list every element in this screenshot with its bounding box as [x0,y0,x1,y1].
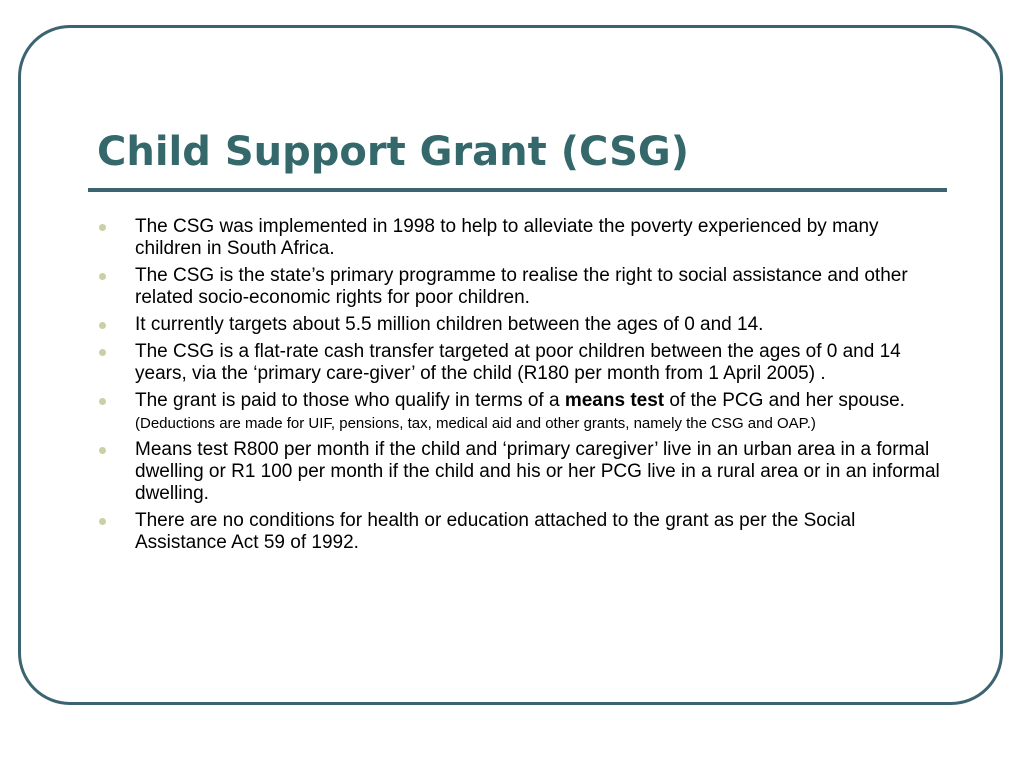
bullet-text: It currently targets about 5.5 million children between the ages of 0 and 14. [135,314,764,335]
bullet-dot-icon [99,349,106,356]
bullet-item [98,390,943,434]
bullet-item [98,265,943,309]
title-underline [88,188,947,192]
bullet-text-after: of the PCG and her spouse. [664,390,905,411]
bullet-dot-icon [99,322,106,329]
bullet-text: The CSG was implemented in 1998 to help to alleviate the poverty experienced by many children in South Africa. [135,216,879,259]
deductions-note: (Deductions are made for UIF, pensions, tax, medical aid and other grants, namely the CSG and OAP.) [135,415,816,432]
bullet-item [98,314,943,336]
bullet-item [98,216,943,260]
slide-title: Child Support Grant (CSG) [97,129,689,175]
bullet-text-before: The grant is paid to those who qualify in terms of a [135,390,565,411]
bullet-dot-icon [99,447,106,454]
bullet-dot-icon [99,224,106,231]
bullet-text: The CSG is a flat-rate cash transfer targeted at poor children between the ages of 0 and 14 years, via the ‘primary care-giver’ of the child (R180 per month from 1 April 2005) . [135,341,901,384]
bullet-list [98,216,943,559]
bullet-item [98,439,943,505]
bullet-dot-icon [99,398,106,405]
bullet-item [98,510,943,554]
bullet-text: The CSG is the state’s primary programme to realise the right to social assistance and other related socio-economic rights for poor children. [135,265,908,308]
bullet-item [98,341,943,385]
bullet-dot-icon [99,273,106,280]
means-test-emphasis: means test [564,390,665,411]
bullet-text: Means test R800 per month if the child and ‘primary caregiver’ live in an urban area in a formal dwelling or R1 100 per month if the child and his or her PCG live in a rural area or in an informal dwelling. [135,439,940,504]
bullet-dot-icon [99,518,106,525]
bullet-text: There are no conditions for health or education attached to the grant as per the Social Assistance Act 59 of 1992. [135,510,856,553]
